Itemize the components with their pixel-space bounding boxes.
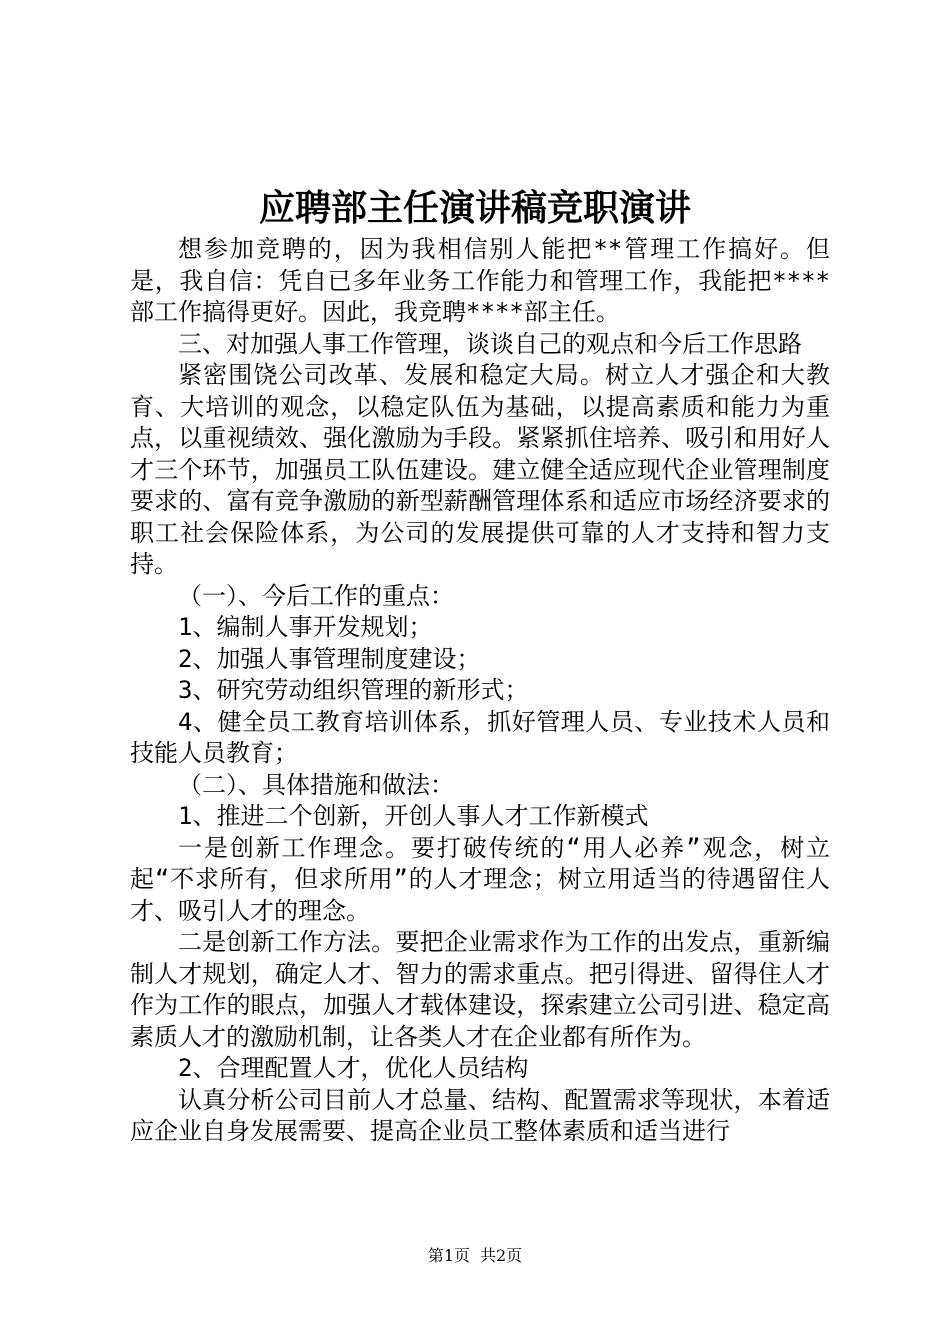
list-item: 3、研究劳动组织管理的新形式； xyxy=(178,676,529,704)
page-total: 共2页 xyxy=(480,1246,523,1265)
paragraph: 认真分析公司目前人才总量、结构、配置需求等现状，本着适应企业自身发展需要、提高企业员工整体素质和适当进行 xyxy=(130,1085,830,1145)
paragraph: 二是创新工作方法。要把企业需求作为工作的出发点，重新编制人才规划，确定人才、智力的需求重点。把引得进、留得住人才作为工作的眼点，加强人才载体建设，探索建立公司引进、稳定高素质人才的激励机制，让各类人才在企业都有所作为。 xyxy=(130,928,830,1051)
document-title: 应聘部主任演讲稿竞职演讲 xyxy=(258,187,691,229)
page-number: 第1页 xyxy=(427,1246,470,1265)
list-item: 2、合理配置人才，优化人员结构 xyxy=(178,1054,529,1082)
list-item: 1、编制人事开发规划； xyxy=(178,613,433,641)
paragraph: 一是创新工作理念。要打破传统的“用人必养”观念，树立起“不求所有，但求所用”的人才理念；树立用适当的待遇留住人才、吸引人才的理念。 xyxy=(130,833,830,925)
list-item: 2、加强人事管理制度建设； xyxy=(178,644,481,673)
document-body xyxy=(130,234,830,1148)
page-footer xyxy=(0,1244,950,1268)
paragraph: 想参加竞聘的，因为我相信别人能把**管理工作搞好。但是，我自信：凭自已多年业务工作能力和管理工作，我能把****部工作搞得更好。因此，我竞聘****部主任。 xyxy=(130,235,830,326)
list-item: 1、推进二个创新，开创人事人才工作新模式 xyxy=(178,802,649,830)
paragraph: 紧密围饶公司改革、发展和稳定大局。树立人才强企和大教育、大培训的观念，以稳定队伍为基础，以提高素质和能力为重点，以重视绩效、强化激励为手段。紧紧抓住培养、吸引和用好人才三个环节，加强员工队伍建设。建立健全适应现代企业管理制度要求的、富有竞争激励的新型薪酬管理体系和适应市场经济要求的职工社会保险体系，为公司的发展提供可靠的人才支持和智力支持。 xyxy=(130,361,830,578)
subsection-heading: （一）、今后工作的重点： xyxy=(178,581,454,610)
subsection-heading: （二）、具体措施和做法： xyxy=(178,770,454,799)
list-item: 4、健全员工教育培训体系，抓好管理人员、专业技术人员和技能人员教育； xyxy=(130,707,830,767)
section-heading: 三、对加强人事工作管理，谈谈自己的观点和今后工作思路 xyxy=(178,329,802,358)
